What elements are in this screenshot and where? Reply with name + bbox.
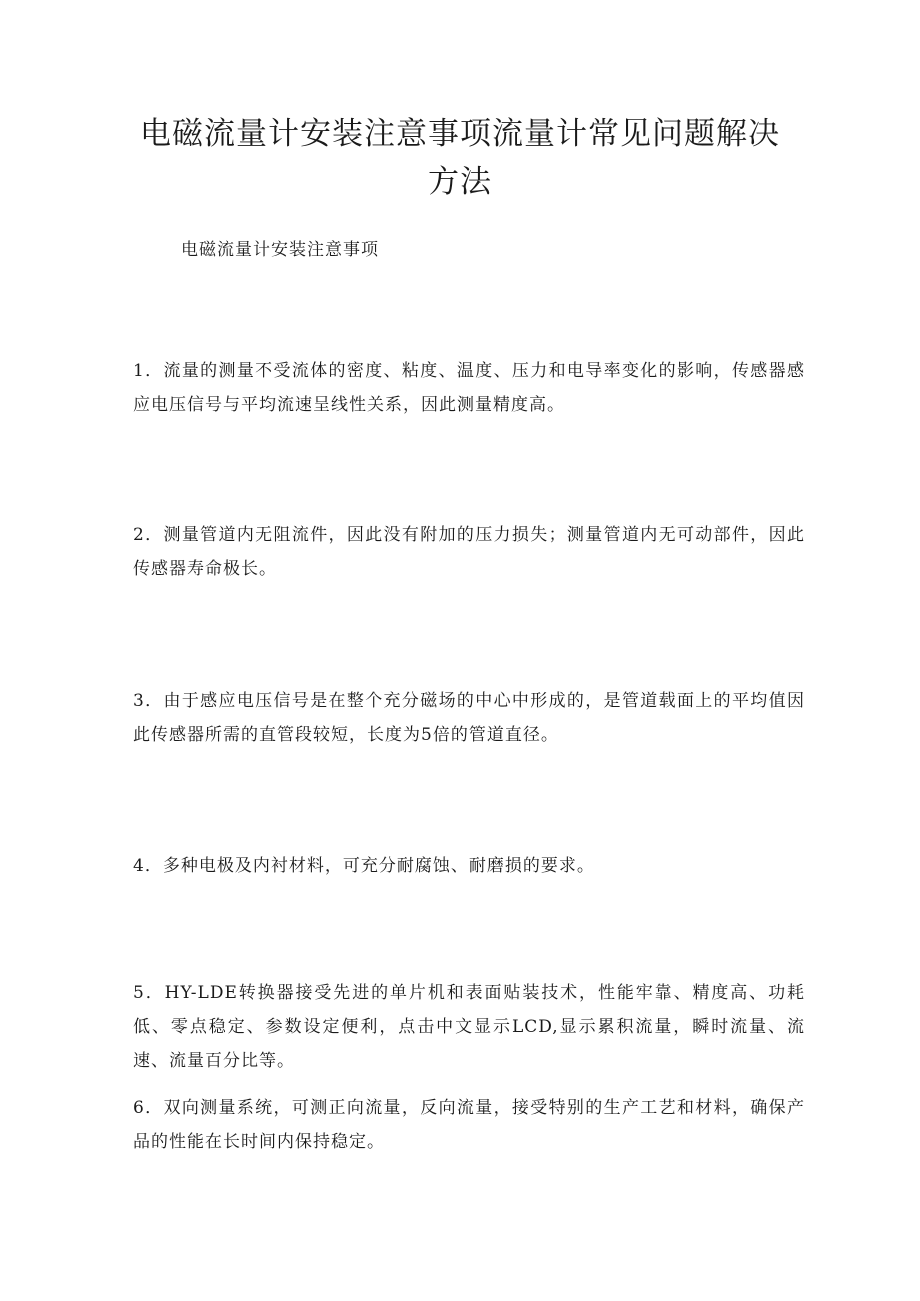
- paragraph-2: 2．测量管道内无阻流件，因此没有附加的压力损失；测量管道内无可动部件，因此传感器寿命极长。: [133, 525, 805, 579]
- paragraph-1: 1．流量的测量不受流体的密度、粘度、温度、压力和电导率变化的影响，传感器感应电压信号与平均流速呈线性关系，因此测量精度高。: [133, 361, 805, 415]
- paragraph-6: 6．双向测量系统，可测正向流量，反向流量，接受特别的生产工艺和材料，确保产品的性能在长时间内保持稳定。: [133, 1098, 805, 1152]
- paragraph-4: 4．多种电极及内衬材料，可充分耐腐蚀、耐磨损的要求。: [133, 856, 595, 876]
- paragraph-5: 5．HY-LDE转换器接受先进的单片机和表面贴装技术，性能牢靠、精度高、功耗低、零点稳定、参数设定便利，点击中文显示LCD,显示累积流量，瞬时流量、流速、流量百分比等。: [133, 983, 805, 1071]
- document-title: 电磁流量计安装注意事项流量计常见问题解决方法: [140, 116, 780, 200]
- section-heading: 电磁流量计安装注意事项: [181, 240, 379, 260]
- paragraph-3: 3．由于感应电压信号是在整个充分磁场的中心中形成的，是管道载面上的平均值因此传感器所需的直管段较短，长度为5倍的管道直径。: [133, 691, 805, 745]
